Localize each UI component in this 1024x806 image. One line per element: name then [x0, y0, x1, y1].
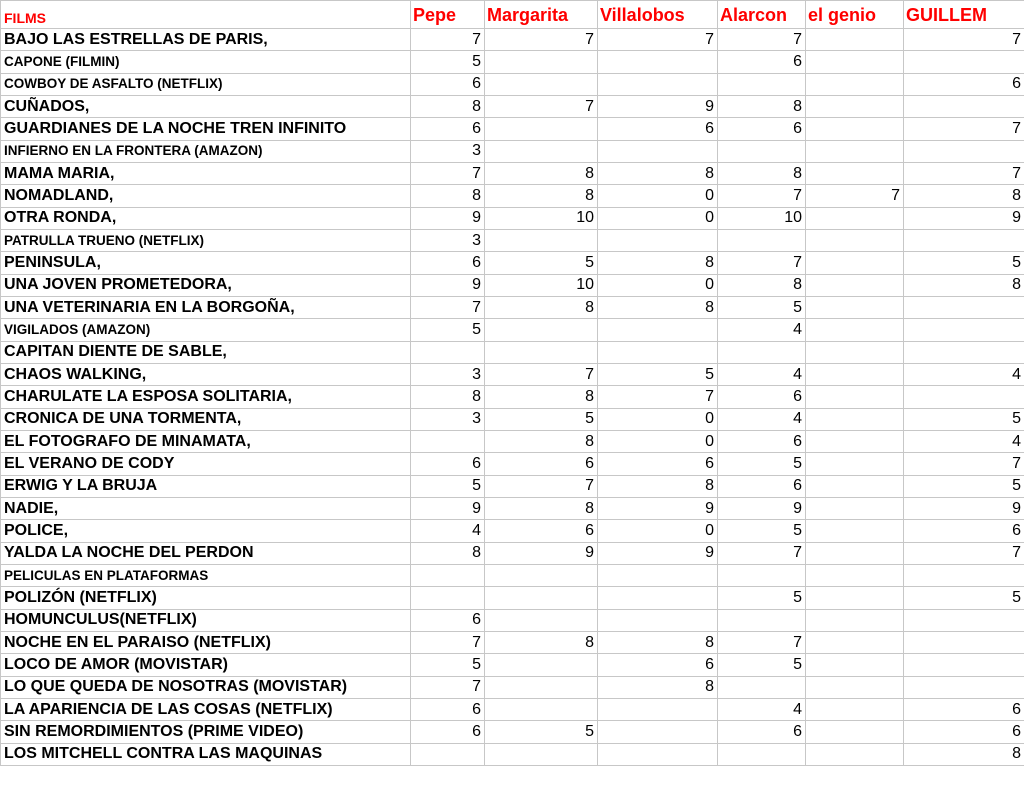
score-cell[interactable]: 7: [411, 631, 485, 653]
score-cell[interactable]: [485, 676, 598, 698]
table-row: [1, 252, 1024, 274]
film-title-cell[interactable]: UNA JOVEN PROMETEDORA,: [1, 274, 411, 296]
film-title-cell[interactable]: OTRA RONDA,: [1, 207, 411, 229]
score-cell[interactable]: 3: [411, 229, 485, 251]
table-row: [1, 631, 1024, 653]
score-cell[interactable]: [806, 162, 904, 184]
films-header[interactable]: FILMS: [1, 1, 411, 29]
score-cell[interactable]: 8: [485, 430, 598, 452]
column-header-guillem[interactable]: GUILLEM: [904, 1, 1024, 29]
score-cell[interactable]: 5: [598, 363, 718, 385]
score-cell[interactable]: [904, 95, 1024, 117]
score-cell[interactable]: [485, 743, 598, 765]
score-cell[interactable]: 9: [411, 274, 485, 296]
score-cell[interactable]: 10: [485, 274, 598, 296]
score-cell[interactable]: 4: [411, 520, 485, 542]
film-title-cell[interactable]: SIN REMORDIMIENTOS (PRIME VIDEO): [1, 721, 411, 743]
score-cell[interactable]: 7: [485, 29, 598, 51]
score-cell[interactable]: 7: [718, 29, 806, 51]
score-cell[interactable]: 7: [598, 29, 718, 51]
score-cell[interactable]: [598, 743, 718, 765]
score-cell[interactable]: [806, 296, 904, 318]
score-cell[interactable]: 7: [485, 475, 598, 497]
score-cell[interactable]: 7: [485, 363, 598, 385]
score-cell[interactable]: [806, 386, 904, 408]
score-cell[interactable]: [411, 430, 485, 452]
score-cell[interactable]: [718, 564, 806, 586]
score-cell[interactable]: 6: [411, 609, 485, 631]
score-cell[interactable]: [718, 609, 806, 631]
table-row: [1, 721, 1024, 743]
score-cell[interactable]: 4: [718, 408, 806, 430]
score-cell[interactable]: [718, 743, 806, 765]
score-cell[interactable]: 6: [904, 698, 1024, 720]
score-cell[interactable]: [904, 564, 1024, 586]
score-cell[interactable]: 7: [411, 296, 485, 318]
score-cell[interactable]: 8: [485, 185, 598, 207]
column-header-villalobos[interactable]: Villalobos: [598, 1, 718, 29]
score-cell[interactable]: [806, 676, 904, 698]
score-cell[interactable]: 5: [718, 453, 806, 475]
score-cell[interactable]: [904, 609, 1024, 631]
score-cell[interactable]: 8: [598, 252, 718, 274]
film-title-cell[interactable]: CHAOS WALKING,: [1, 363, 411, 385]
film-title-cell[interactable]: EL VERANO DE CODY: [1, 453, 411, 475]
film-title-cell[interactable]: LOCO DE AMOR (MOVISTAR): [1, 654, 411, 676]
score-cell[interactable]: [485, 319, 598, 341]
score-cell[interactable]: 8: [485, 386, 598, 408]
score-cell[interactable]: 6: [598, 654, 718, 676]
table-row: [1, 162, 1024, 184]
score-cell[interactable]: 6: [411, 73, 485, 95]
film-title-cell[interactable]: GUARDIANES DE LA NOCHE TREN INFINITO: [1, 118, 411, 140]
score-cell[interactable]: [806, 229, 904, 251]
score-cell[interactable]: 7: [485, 95, 598, 117]
table-row: [1, 140, 1024, 162]
score-cell[interactable]: 7: [904, 453, 1024, 475]
score-cell[interactable]: [411, 587, 485, 609]
score-cell[interactable]: 5: [485, 252, 598, 274]
score-cell[interactable]: [718, 229, 806, 251]
table-row: [1, 95, 1024, 117]
score-cell[interactable]: 3: [411, 140, 485, 162]
score-cell[interactable]: 6: [718, 51, 806, 73]
film-title-cell[interactable]: MAMA MARIA,: [1, 162, 411, 184]
table-row: [1, 207, 1024, 229]
score-cell[interactable]: 8: [598, 631, 718, 653]
score-cell[interactable]: 5: [411, 654, 485, 676]
score-cell[interactable]: [598, 51, 718, 73]
film-title-cell[interactable]: NADIE,: [1, 497, 411, 519]
score-cell[interactable]: 8: [598, 296, 718, 318]
table-row: [1, 118, 1024, 140]
score-cell[interactable]: 3: [411, 408, 485, 430]
score-cell[interactable]: 8: [598, 475, 718, 497]
film-title-cell[interactable]: VIGILADOS (AMAZON): [1, 319, 411, 341]
table-row: [1, 475, 1024, 497]
score-cell[interactable]: [485, 564, 598, 586]
score-cell[interactable]: 7: [904, 162, 1024, 184]
score-cell[interactable]: 5: [485, 721, 598, 743]
score-cell[interactable]: 0: [598, 207, 718, 229]
film-title-cell[interactable]: CUÑADOS,: [1, 95, 411, 117]
score-cell[interactable]: 5: [411, 475, 485, 497]
score-cell[interactable]: [806, 721, 904, 743]
score-cell[interactable]: [806, 453, 904, 475]
score-cell[interactable]: [904, 140, 1024, 162]
score-cell[interactable]: 6: [718, 386, 806, 408]
score-cell[interactable]: 8: [904, 743, 1024, 765]
score-cell[interactable]: 8: [485, 631, 598, 653]
score-cell[interactable]: [806, 520, 904, 542]
film-title-cell[interactable]: COWBOY DE ASFALTO (NETFLIX): [1, 73, 411, 95]
score-cell[interactable]: [806, 542, 904, 564]
score-cell[interactable]: 9: [718, 497, 806, 519]
score-cell[interactable]: [806, 497, 904, 519]
score-cell[interactable]: 6: [904, 721, 1024, 743]
score-cell[interactable]: 0: [598, 408, 718, 430]
score-cell[interactable]: [806, 363, 904, 385]
table-row: [1, 520, 1024, 542]
film-title-cell[interactable]: LA APARIENCIA DE LAS COSAS (NETFLIX): [1, 698, 411, 720]
score-cell[interactable]: [904, 386, 1024, 408]
score-cell[interactable]: 5: [718, 654, 806, 676]
score-cell[interactable]: 8: [411, 386, 485, 408]
score-cell[interactable]: [806, 252, 904, 274]
score-cell[interactable]: 7: [806, 185, 904, 207]
score-cell[interactable]: 7: [411, 29, 485, 51]
score-cell[interactable]: 8: [718, 95, 806, 117]
table-row: [1, 296, 1024, 318]
score-cell[interactable]: [806, 631, 904, 653]
score-cell[interactable]: [485, 73, 598, 95]
score-cell[interactable]: 5: [411, 319, 485, 341]
score-cell[interactable]: 9: [904, 497, 1024, 519]
score-cell[interactable]: 8: [411, 185, 485, 207]
table-row: [1, 29, 1024, 51]
score-cell[interactable]: [485, 609, 598, 631]
table-row: [1, 453, 1024, 475]
score-cell[interactable]: 6: [718, 475, 806, 497]
score-cell[interactable]: 4: [718, 319, 806, 341]
score-cell[interactable]: 6: [485, 453, 598, 475]
score-cell[interactable]: [806, 475, 904, 497]
film-title-cell[interactable]: EL FOTOGRAFO DE MINAMATA,: [1, 430, 411, 452]
score-cell[interactable]: [904, 654, 1024, 676]
score-cell[interactable]: 0: [598, 430, 718, 452]
score-cell[interactable]: 9: [598, 497, 718, 519]
score-cell[interactable]: 4: [718, 698, 806, 720]
score-cell[interactable]: 5: [411, 51, 485, 73]
score-cell[interactable]: [718, 140, 806, 162]
score-cell[interactable]: 4: [718, 363, 806, 385]
film-title-cell[interactable]: YALDA LA NOCHE DEL PERDON: [1, 542, 411, 564]
film-title-cell[interactable]: ERWIG Y LA BRUJA: [1, 475, 411, 497]
table-row: [1, 319, 1024, 341]
score-cell[interactable]: 8: [718, 274, 806, 296]
table-row: [1, 609, 1024, 631]
score-cell[interactable]: 6: [718, 721, 806, 743]
table-row: [1, 73, 1024, 95]
score-cell[interactable]: [806, 609, 904, 631]
score-cell[interactable]: [411, 743, 485, 765]
table-row: [1, 274, 1024, 296]
column-header-pepe[interactable]: Pepe: [411, 1, 485, 29]
table-row: [1, 229, 1024, 251]
film-title-cell[interactable]: POLIZÓN (NETFLIX): [1, 587, 411, 609]
score-cell[interactable]: [806, 73, 904, 95]
score-cell[interactable]: [598, 319, 718, 341]
score-cell[interactable]: 6: [718, 430, 806, 452]
column-header-el-genio[interactable]: el genio: [806, 1, 904, 29]
score-cell[interactable]: 6: [411, 698, 485, 720]
score-cell[interactable]: 6: [718, 118, 806, 140]
score-cell[interactable]: [485, 229, 598, 251]
score-cell[interactable]: [904, 319, 1024, 341]
score-cell[interactable]: 5: [904, 587, 1024, 609]
score-cell[interactable]: 8: [485, 162, 598, 184]
score-cell[interactable]: 8: [904, 185, 1024, 207]
score-cell[interactable]: [806, 274, 904, 296]
score-cell[interactable]: 9: [598, 95, 718, 117]
score-cell[interactable]: [904, 341, 1024, 363]
score-cell[interactable]: 8: [598, 676, 718, 698]
score-cell[interactable]: [806, 698, 904, 720]
score-cell[interactable]: 9: [485, 542, 598, 564]
score-cell[interactable]: 6: [411, 118, 485, 140]
score-cell[interactable]: [485, 698, 598, 720]
score-cell[interactable]: [806, 564, 904, 586]
score-cell[interactable]: 0: [598, 185, 718, 207]
score-cell[interactable]: 0: [598, 520, 718, 542]
score-cell[interactable]: [485, 51, 598, 73]
film-title-cell[interactable]: CAPITAN DIENTE DE SABLE,: [1, 341, 411, 363]
score-cell[interactable]: 9: [411, 497, 485, 519]
score-cell[interactable]: 5: [904, 252, 1024, 274]
table-row: [1, 564, 1024, 586]
score-cell[interactable]: 5: [718, 520, 806, 542]
score-cell[interactable]: 8: [485, 296, 598, 318]
score-cell[interactable]: 3: [411, 363, 485, 385]
film-title-cell[interactable]: BAJO LAS ESTRELLAS DE PARIS,: [1, 29, 411, 51]
score-cell[interactable]: [485, 654, 598, 676]
film-title-cell[interactable]: PELICULAS EN PLATAFORMAS: [1, 564, 411, 586]
score-cell[interactable]: [598, 564, 718, 586]
score-cell[interactable]: [598, 587, 718, 609]
score-cell[interactable]: [806, 743, 904, 765]
column-header-alarcon[interactable]: Alarcon: [718, 1, 806, 29]
film-title-cell[interactable]: NOCHE EN EL PARAISO (NETFLIX): [1, 631, 411, 653]
table-row: [1, 386, 1024, 408]
score-cell[interactable]: 6: [904, 520, 1024, 542]
film-title-cell[interactable]: LOS MITCHELL CONTRA LAS MAQUINAS: [1, 743, 411, 765]
score-cell[interactable]: [718, 341, 806, 363]
film-title-cell[interactable]: CAPONE (FILMIN): [1, 51, 411, 73]
score-cell[interactable]: 6: [598, 118, 718, 140]
film-title-cell[interactable]: CRONICA DE UNA TORMENTA,: [1, 408, 411, 430]
score-cell[interactable]: [904, 51, 1024, 73]
score-cell[interactable]: 8: [485, 497, 598, 519]
score-cell[interactable]: 8: [411, 95, 485, 117]
score-cell[interactable]: [806, 118, 904, 140]
score-cell[interactable]: 8: [411, 542, 485, 564]
score-cell[interactable]: [806, 95, 904, 117]
score-cell[interactable]: 7: [598, 386, 718, 408]
score-cell[interactable]: 5: [904, 475, 1024, 497]
score-cell[interactable]: 9: [598, 542, 718, 564]
film-title-cell[interactable]: HOMUNCULUS(NETFLIX): [1, 609, 411, 631]
table-row: [1, 408, 1024, 430]
film-title-cell[interactable]: NOMADLAND,: [1, 185, 411, 207]
score-cell[interactable]: 4: [904, 430, 1024, 452]
film-title-cell[interactable]: PENINSULA,: [1, 252, 411, 274]
column-header-margarita[interactable]: Margarita: [485, 1, 598, 29]
score-cell[interactable]: [806, 207, 904, 229]
table-row: [1, 341, 1024, 363]
score-cell[interactable]: [806, 29, 904, 51]
score-cell[interactable]: 5: [718, 296, 806, 318]
score-cell[interactable]: 7: [904, 29, 1024, 51]
score-cell[interactable]: 6: [411, 721, 485, 743]
table-row: [1, 654, 1024, 676]
score-cell[interactable]: 5: [485, 408, 598, 430]
score-cell[interactable]: 9: [904, 207, 1024, 229]
film-title-cell[interactable]: POLICE,: [1, 520, 411, 542]
score-cell[interactable]: [806, 341, 904, 363]
score-cell[interactable]: 5: [718, 587, 806, 609]
table-row: [1, 542, 1024, 564]
score-cell[interactable]: 7: [904, 118, 1024, 140]
score-cell[interactable]: [598, 73, 718, 95]
film-title-cell[interactable]: LO QUE QUEDA DE NOSOTRAS (MOVISTAR): [1, 676, 411, 698]
score-cell[interactable]: [806, 319, 904, 341]
score-cell[interactable]: 6: [598, 453, 718, 475]
score-cell[interactable]: 7: [411, 676, 485, 698]
score-cell[interactable]: 10: [718, 207, 806, 229]
table-row: [1, 430, 1024, 452]
table-row: [1, 698, 1024, 720]
score-cell[interactable]: 0: [598, 274, 718, 296]
score-cell[interactable]: [411, 341, 485, 363]
score-cell[interactable]: 5: [904, 408, 1024, 430]
score-cell[interactable]: [806, 654, 904, 676]
score-cell[interactable]: [718, 676, 806, 698]
score-cell[interactable]: [904, 296, 1024, 318]
score-cell[interactable]: [904, 631, 1024, 653]
score-cell[interactable]: 7: [718, 631, 806, 653]
table-row: [1, 185, 1024, 207]
score-cell[interactable]: 7: [718, 185, 806, 207]
score-cell[interactable]: [806, 587, 904, 609]
score-cell[interactable]: 9: [411, 207, 485, 229]
film-title-cell[interactable]: CHARULATE LA ESPOSA SOLITARIA,: [1, 386, 411, 408]
score-cell[interactable]: [485, 118, 598, 140]
score-cell[interactable]: [598, 609, 718, 631]
score-cell[interactable]: 8: [598, 162, 718, 184]
score-cell[interactable]: 6: [485, 520, 598, 542]
score-cell[interactable]: [806, 430, 904, 452]
header-row: [1, 1, 1024, 29]
score-cell[interactable]: 7: [904, 542, 1024, 564]
score-cell[interactable]: 4: [904, 363, 1024, 385]
score-cell[interactable]: [598, 698, 718, 720]
score-cell[interactable]: 7: [718, 252, 806, 274]
score-cell[interactable]: 7: [718, 542, 806, 564]
score-cell[interactable]: [718, 73, 806, 95]
film-title-cell[interactable]: PATRULLA TRUENO (NETFLIX): [1, 229, 411, 251]
table-row: [1, 587, 1024, 609]
score-cell[interactable]: [806, 51, 904, 73]
score-cell[interactable]: [904, 676, 1024, 698]
score-cell[interactable]: [598, 341, 718, 363]
score-cell[interactable]: [904, 229, 1024, 251]
table-row: [1, 743, 1024, 765]
score-cell[interactable]: [411, 564, 485, 586]
score-cell[interactable]: 8: [904, 274, 1024, 296]
score-cell[interactable]: 6: [411, 453, 485, 475]
score-cell[interactable]: [806, 408, 904, 430]
table-row: [1, 497, 1024, 519]
table-row: [1, 676, 1024, 698]
score-cell[interactable]: 10: [485, 207, 598, 229]
score-cell[interactable]: [485, 341, 598, 363]
score-cell[interactable]: [806, 140, 904, 162]
score-cell[interactable]: [598, 229, 718, 251]
score-cell[interactable]: 6: [904, 73, 1024, 95]
score-cell[interactable]: [598, 140, 718, 162]
table-row: [1, 363, 1024, 385]
score-cell[interactable]: [485, 587, 598, 609]
score-cell[interactable]: 8: [718, 162, 806, 184]
score-cell[interactable]: 6: [411, 252, 485, 274]
score-cell[interactable]: 7: [411, 162, 485, 184]
score-cell[interactable]: [598, 721, 718, 743]
film-title-cell[interactable]: INFIERNO EN LA FRONTERA (AMAZON): [1, 140, 411, 162]
film-title-cell[interactable]: UNA VETERINARIA EN LA BORGOÑA,: [1, 296, 411, 318]
score-cell[interactable]: [485, 140, 598, 162]
table-row: [1, 51, 1024, 73]
